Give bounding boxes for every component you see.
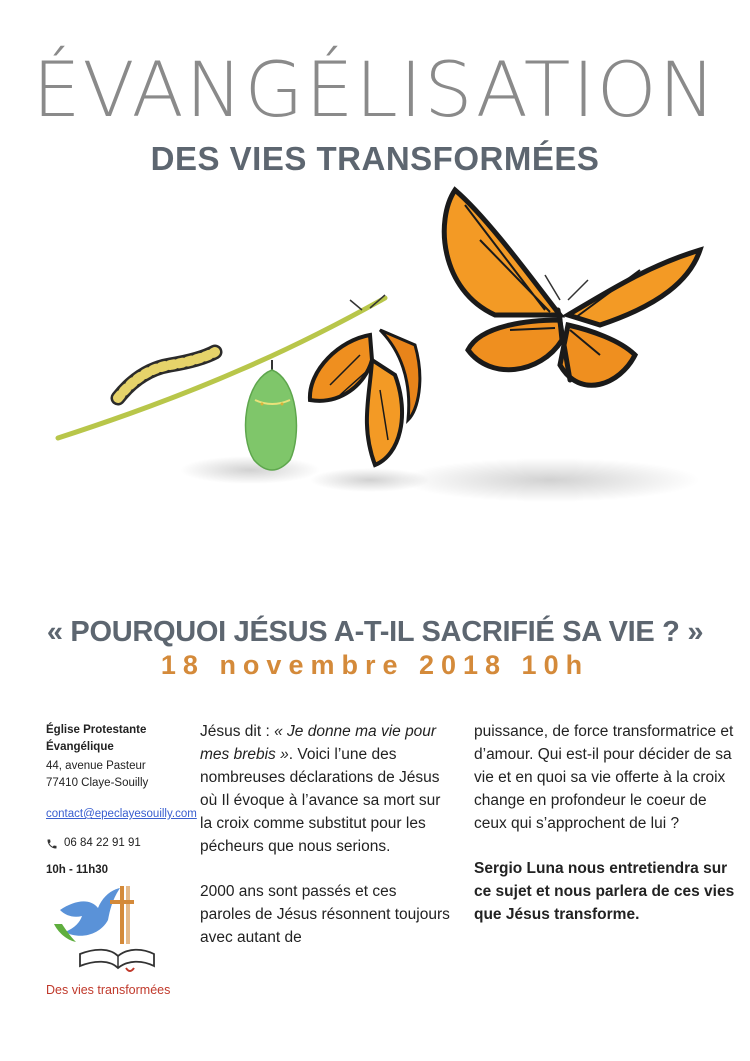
flying-butterfly-icon	[444, 190, 700, 385]
p1-quote: « Je donne ma vie pour mes brebis »	[200, 723, 437, 763]
contact-block	[46, 722, 196, 879]
phone-row	[46, 835, 196, 852]
page-subtitle: DES VIES TRANSFORMÉES	[150, 140, 600, 177]
event-question: « POURQUOI JÉSUS A-T-IL SACRIFIÉ SA VIE ? »	[46, 616, 704, 648]
body-paragraph-4: Sergio Luna nous entretiendra sur ce sujet et nous parlera de ces vies que Jésus transforme.	[474, 860, 735, 923]
body-column-1	[200, 720, 450, 971]
dove-cross-bible-icon	[50, 880, 160, 975]
body-column-2	[474, 720, 736, 948]
address-line2: 77410 Claye-Souilly	[46, 777, 149, 789]
chrysalis-icon	[246, 360, 297, 470]
address-line1: 44, avenue Pasteur	[46, 760, 146, 772]
page-title: ÉVANGÉLISATION	[32, 45, 718, 134]
hours: 10h - 11h30	[46, 864, 109, 876]
phone-number: 06 84 22 91 91	[64, 837, 141, 849]
body-paragraph-3: puissance, de force transformatrice et d’amour. Qui est-il pour décider de sa vie et en quoi sa vie offerte à la croix change en profondeur le coeur de ceux qui s’approchent de lui ?	[474, 723, 734, 832]
body-paragraph-2: 2000 ans sont passés et ces paroles de Jésus résonnent toujours avec autant de	[200, 883, 450, 946]
p1-intro: Jésus dit :	[200, 723, 275, 740]
body-paragraph-1	[200, 720, 450, 858]
org-name-line2: Évangélique	[46, 741, 114, 753]
caterpillar-icon	[118, 352, 215, 398]
org-name-line1: Église Protestante	[46, 724, 147, 736]
event-date: 18 novembre 2018 10h	[160, 650, 590, 680]
p1-rest: . Voici l’une des nombreuses déclarations de Jésus où Il évoque à l’avance sa mort sur la croix comme substitut pour les pécheurs que nous serions.	[200, 746, 441, 855]
hanging-butterfly-icon	[310, 295, 420, 465]
metamorphosis-illustration	[40, 180, 720, 560]
logo-caption: Des vies transformées	[46, 983, 171, 997]
email-link[interactable]: contact@epeclayesouilly.com	[46, 808, 197, 820]
phone-icon	[46, 838, 58, 850]
